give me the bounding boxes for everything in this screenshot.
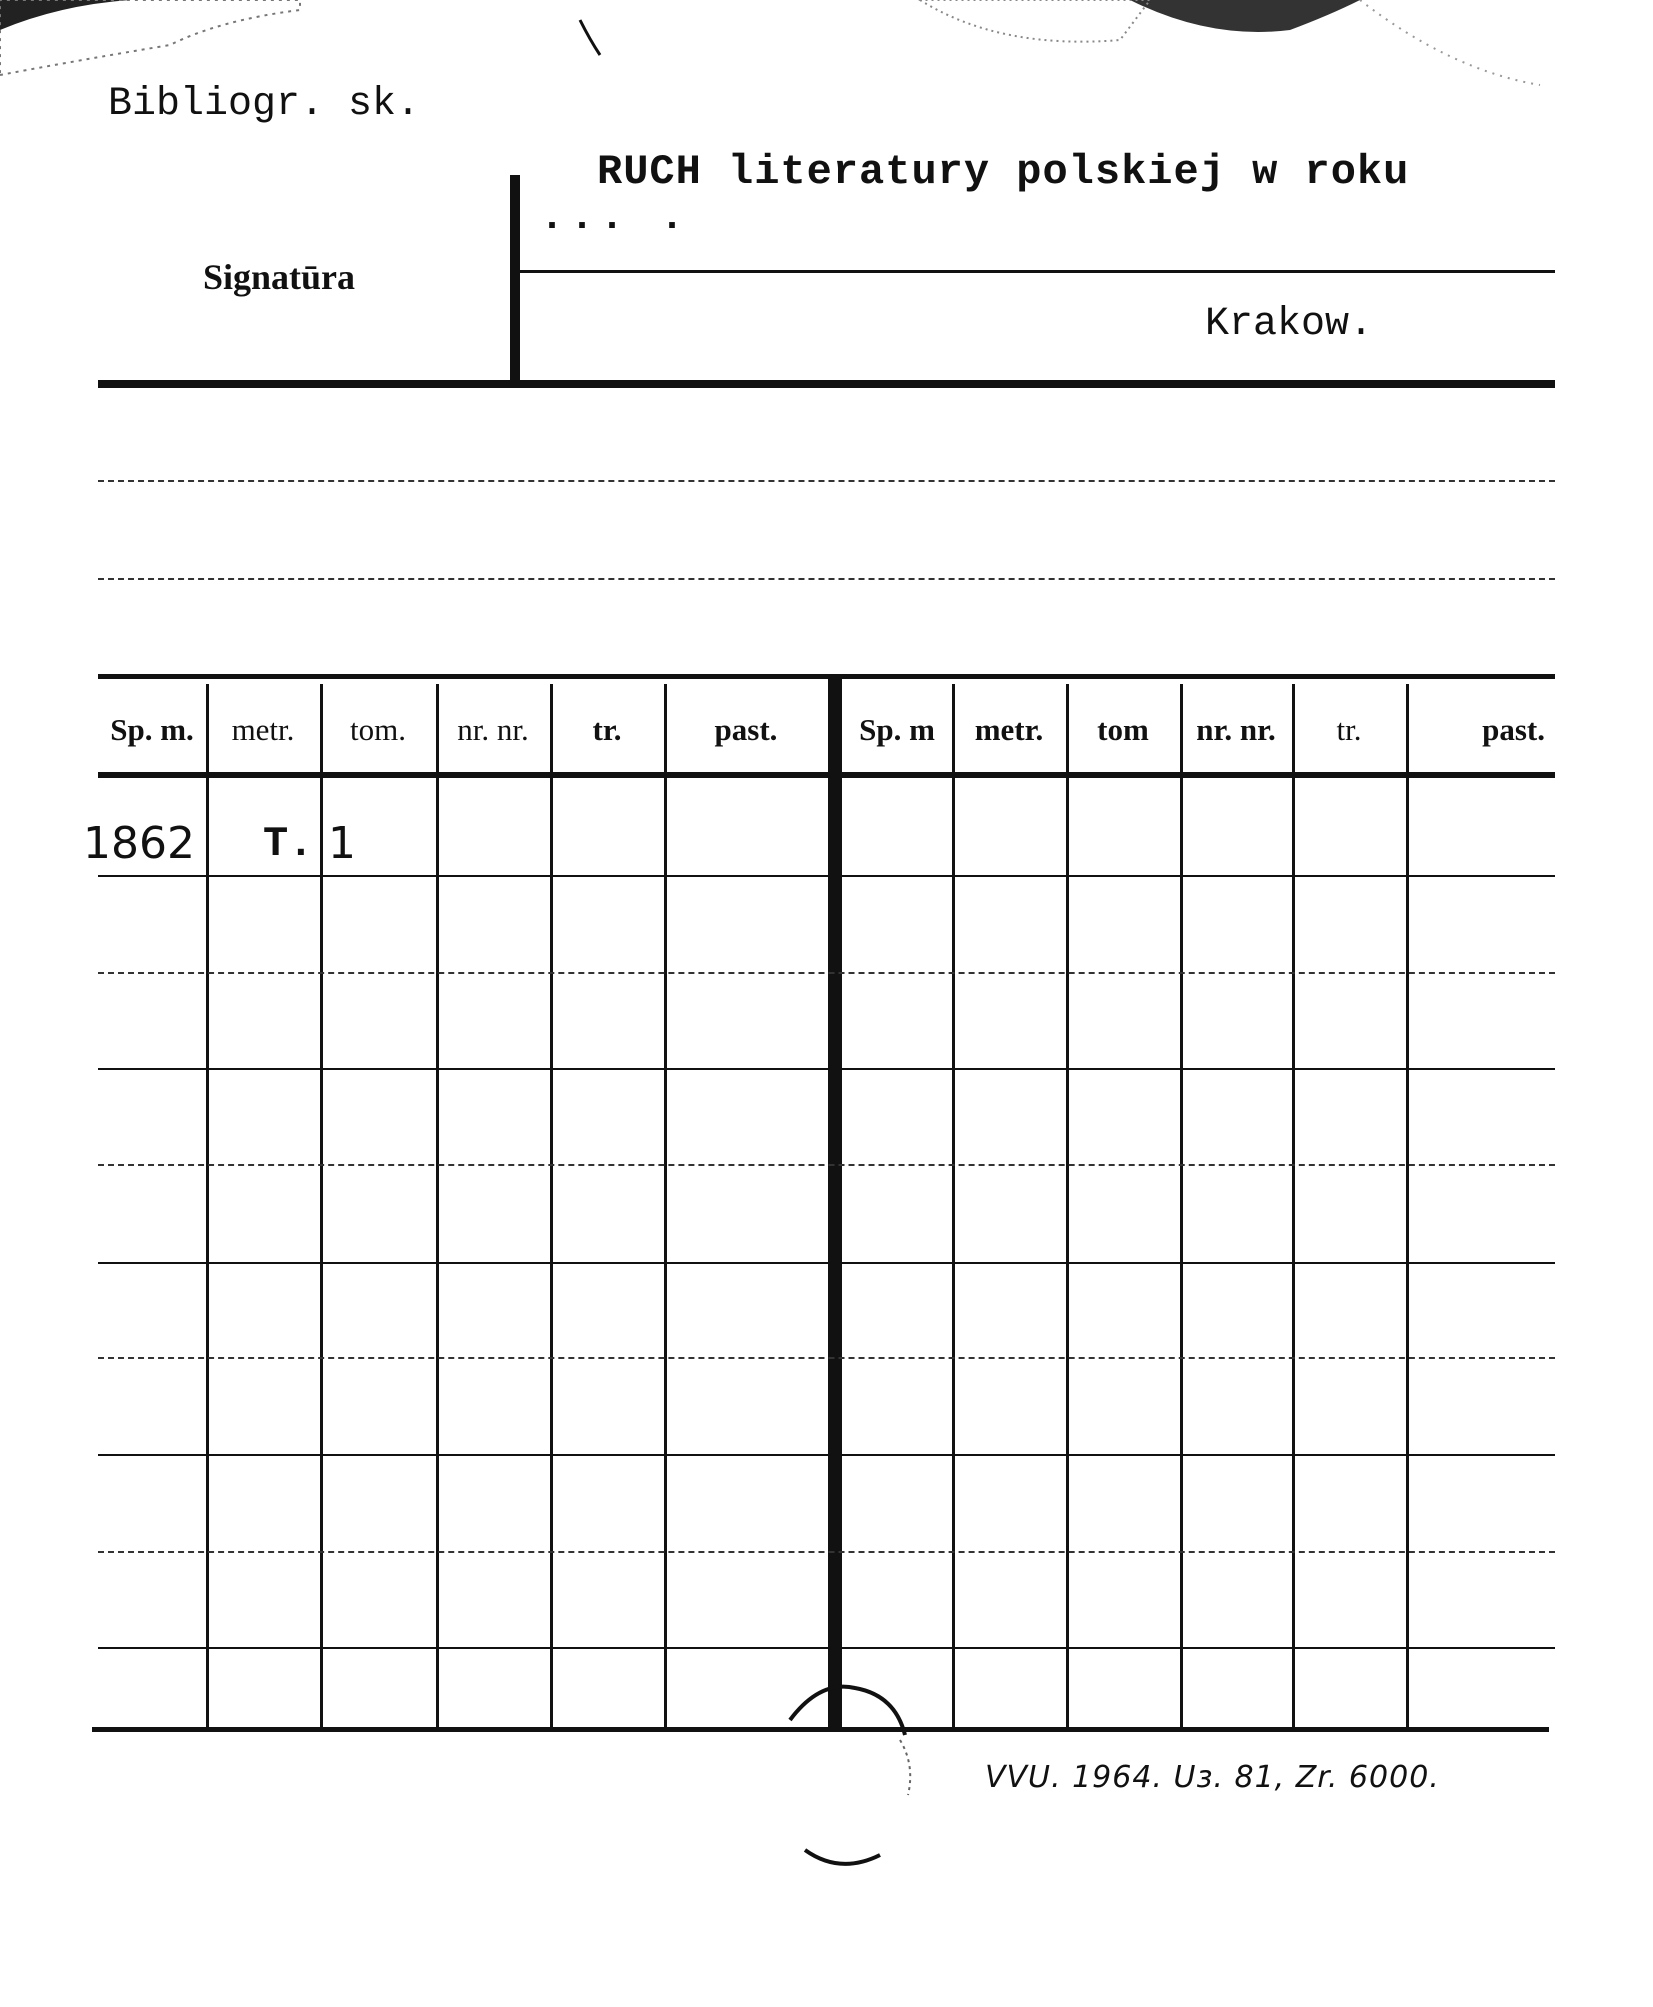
header-rule: [98, 380, 1555, 388]
row-1-tom: 1: [328, 818, 356, 869]
table-center-divider: [828, 679, 842, 1729]
table-top-rule: [98, 674, 1555, 679]
table-column-line: [1066, 684, 1069, 1727]
table-row-line: [98, 1164, 1555, 1166]
col-header-nr-nr-left: nr. nr.: [457, 712, 529, 747]
col-header-past-left: past.: [714, 712, 778, 747]
table-column-line: [436, 684, 439, 1727]
col-header-tom-right: tom: [1097, 712, 1149, 747]
col-header-sp-m-left: Sp. m.: [110, 712, 194, 747]
title-continuation-dots: ... .: [540, 196, 691, 241]
col-header-nr-nr-right: nr. nr.: [1196, 712, 1276, 747]
table-column-line: [1180, 684, 1183, 1727]
binding-hole-mark: [780, 1680, 930, 1880]
col-header-metr-right: metr.: [974, 712, 1044, 747]
table-column-line: [550, 684, 553, 1727]
col-header-past-right: past.: [1482, 712, 1545, 747]
signature-label: Signatūra: [203, 257, 356, 297]
col-header-metr-left: metr.: [231, 712, 295, 747]
row-1-metr: T.: [263, 820, 314, 868]
table-column-line: [1406, 684, 1409, 1727]
table-row-line: [98, 1262, 1555, 1264]
table-row-line: [98, 972, 1555, 974]
handwritten-footer-note: VVU. 1964. Uз. 81, Zr. 6000.: [985, 1760, 1440, 1795]
card-title: RUCH literatury polskiej w roku: [597, 148, 1410, 196]
col-header-tr-left: tr.: [592, 712, 622, 747]
blank-line-2: [98, 578, 1555, 580]
table-column-line: [952, 684, 955, 1727]
table-column-line: [320, 684, 323, 1727]
table-column-line: [664, 684, 667, 1727]
table-column-line: [206, 684, 209, 1727]
table-row-line: [98, 1357, 1555, 1359]
table-row-line: [98, 1068, 1555, 1070]
row-1-year: 1862: [83, 818, 195, 869]
col-header-tom-left: tom.: [350, 712, 406, 747]
table-row-line: [98, 1551, 1555, 1553]
table-row-line: [98, 1454, 1555, 1456]
table-column-line: [1292, 684, 1295, 1727]
title-underline: [520, 270, 1555, 273]
table-row-line: [98, 1647, 1555, 1649]
place-of-publication: Krakow.: [1205, 302, 1374, 347]
blank-line-1: [98, 480, 1555, 482]
col-header-tr-right: tr.: [1336, 712, 1362, 747]
table-header-rule: [98, 772, 1555, 778]
table-row-line: [98, 875, 1555, 877]
signature-divider: [510, 175, 520, 383]
col-header-sp-m-right: Sp. m: [859, 712, 935, 747]
bibliography-label: Bibliogr. sk.: [108, 82, 421, 127]
